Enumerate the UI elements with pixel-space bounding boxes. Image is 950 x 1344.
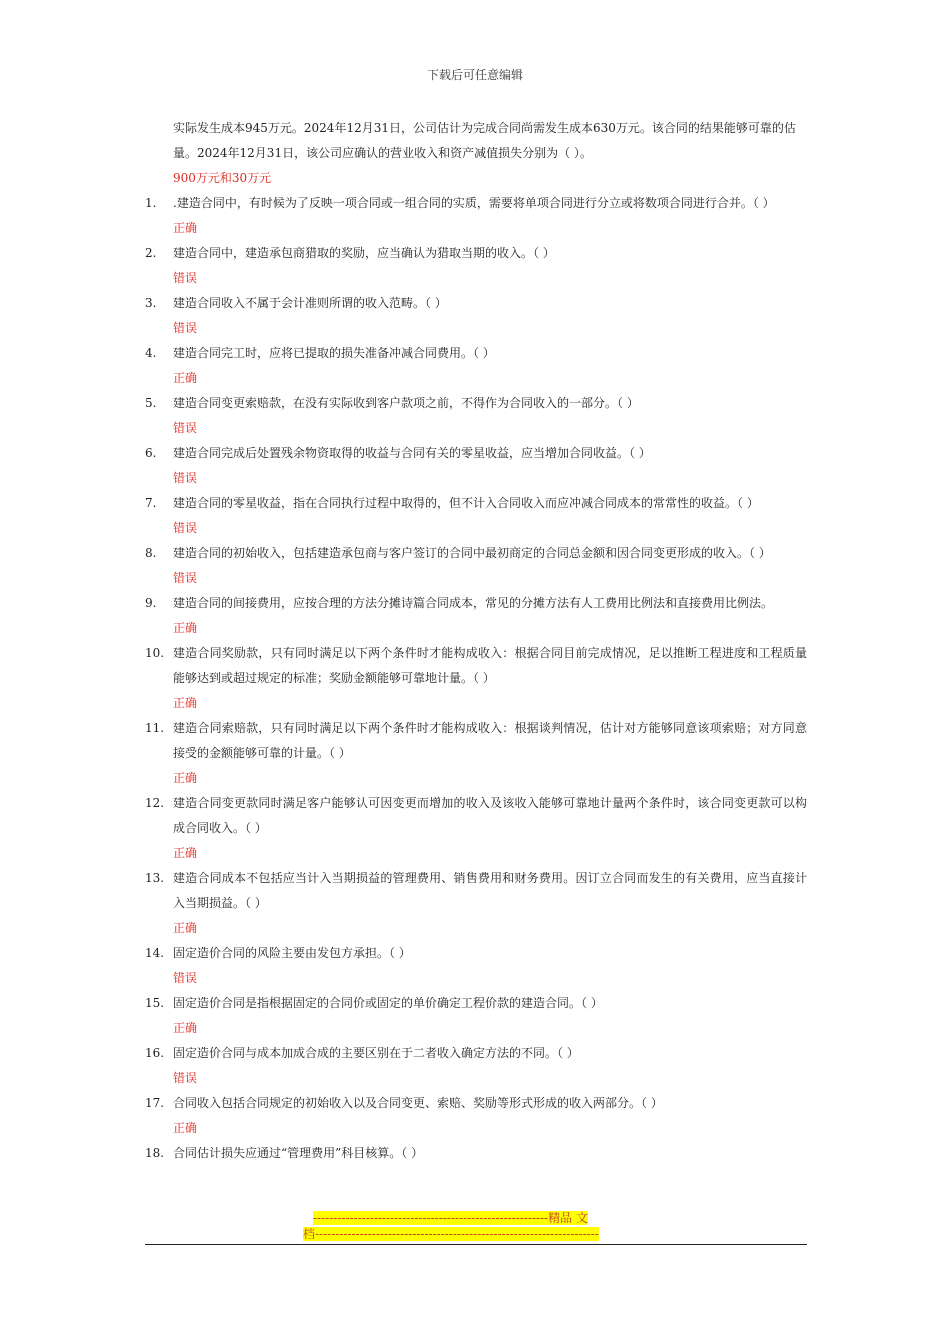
footer-highlight-1: ----------------------------------------------------------精品 文 — [313, 1211, 588, 1225]
question-text: 建造合同索赔款，只有同时满足以下两个条件时才能构成收入：根据谈判情况，估计对方能够同意该项索赔；对方同意接受的金额能够可靠的计量。（ ） — [173, 721, 807, 760]
question-item — [145, 1041, 807, 1066]
document-body — [145, 116, 807, 1166]
question-item — [145, 641, 807, 691]
question-list — [145, 191, 807, 1166]
question-item — [145, 241, 807, 266]
question-answer: 错误 — [173, 321, 198, 335]
question-item — [145, 191, 807, 216]
question-number: 4. — [145, 346, 157, 360]
question-item — [145, 941, 807, 966]
question-answer: 正确 — [173, 621, 198, 635]
question-text: 建造合同完工时，应将已提取的损失准备冲减合同费用。（ ） — [173, 346, 495, 360]
question-answer: 错误 — [173, 471, 198, 485]
question-text: .建造合同中，有时候为了反映一项合同或一组合同的实质，需要将单项合同进行分立或将数项合同进行合并。（ ） — [173, 196, 775, 210]
question-answer: 错误 — [173, 1071, 198, 1085]
question-number: 6. — [145, 446, 157, 460]
question-text: 固定造价合同的风险主要由发包方承担。（ ） — [173, 946, 411, 960]
intro-text: 实际发生成本945万元。2024年12月31日，公司估计为完成合同尚需发生成本630万元。该合同的结果能够可靠的估量。2024年12月31日，该公司应确认的营业收入和资产减值损失分别为（ ）。 — [173, 121, 796, 160]
question-answer: 正确 — [173, 696, 198, 710]
question-answer: 正确 — [173, 846, 198, 860]
intro-answer: 900万元和30万元 — [173, 171, 272, 185]
question-item — [145, 341, 807, 366]
question-answer: 正确 — [173, 1121, 198, 1135]
question-number: 9. — [145, 596, 157, 610]
question-item — [145, 491, 807, 516]
question-text: 建造合同变更索赔款，在没有实际收到客户款项之前，不得作为合同收入的一部分。（ ） — [173, 396, 639, 410]
question-number: 10. — [145, 646, 165, 660]
question-item — [145, 991, 807, 1016]
question-answer: 正确 — [173, 371, 198, 385]
footer-watermark-line-1 — [0, 1210, 950, 1226]
question-answer: 错误 — [173, 271, 198, 285]
question-number: 16. — [145, 1046, 165, 1060]
question-item — [145, 1091, 807, 1116]
question-answer: 正确 — [173, 1021, 198, 1035]
question-answer: 正确 — [173, 771, 198, 785]
question-item — [145, 441, 807, 466]
question-item — [145, 1141, 807, 1166]
question-number: 18. — [145, 1146, 165, 1160]
question-text: 建造合同的零星收益，指在合同执行过程中取得的，但不计入合同收入而应冲减合同成本的常常性的收益。（ ） — [173, 496, 759, 510]
question-text: 固定造价合同与成本加成合成的主要区别在于二者收入确定方法的不同。（ ） — [173, 1046, 579, 1060]
question-number: 7. — [145, 496, 157, 510]
question-answer: 错误 — [173, 571, 198, 585]
question-answer: 错误 — [173, 421, 198, 435]
question-text: 建造合同成本不包括应当计入当期损益的管理费用、销售费用和财务费用。因订立合同而发生的有关费用，应当直接计入当期损益。（ ） — [173, 871, 807, 910]
question-item — [145, 791, 807, 841]
question-number: 11. — [145, 721, 165, 735]
question-text: 建造合同的间接费用，应按合理的方法分摊诗篇合同成本，常见的分摊方法有人工费用比例法和直接费用比例法。 — [173, 596, 774, 610]
question-answer: 错误 — [173, 521, 198, 535]
question-item — [145, 541, 807, 566]
question-item — [145, 291, 807, 316]
question-number: 2. — [145, 246, 157, 260]
page-header: 下载后可任意编辑 — [426, 68, 523, 82]
question-item — [145, 866, 807, 916]
question-text: 固定造价合同是指根据固定的合同价或固定的单价确定工程价款的建造合同。（ ） — [173, 996, 603, 1010]
question-text: 建造合同中，建造承包商猎取的奖励，应当确认为猎取当期的收入。（ ） — [173, 246, 555, 260]
question-number: 5. — [145, 396, 157, 410]
question-text: 合同估计损失应通过“管理费用”科目核算。（ ） — [173, 1146, 424, 1160]
footer-watermark-line-2 — [0, 1226, 950, 1242]
question-number: 13. — [145, 871, 165, 885]
question-number: 15. — [145, 996, 165, 1010]
question-text: 合同收入包括合同规定的初始收入以及合同变更、索赔、奖励等形式形成的收入两部分。（ ） — [173, 1096, 663, 1110]
question-number: 17. — [145, 1096, 165, 1110]
question-answer: 正确 — [173, 921, 198, 935]
question-number: 14. — [145, 946, 165, 960]
footer-highlight-2: 档---------------------------------------------------------------------- — [303, 1227, 599, 1241]
question-item — [145, 391, 807, 416]
question-item — [145, 716, 807, 766]
footer-rule — [145, 1244, 807, 1245]
question-item — [145, 591, 807, 616]
question-number: 3. — [145, 296, 157, 310]
question-text: 建造合同变更款同时满足客户能够认可因变更而增加的收入及该收入能够可靠地计量两个条件时，该合同变更款可以构成合同收入。（ ） — [173, 796, 807, 835]
question-answer: 正确 — [173, 221, 198, 235]
question-number: 8. — [145, 546, 157, 560]
question-number: 12. — [145, 796, 165, 810]
question-text: 建造合同的初始收入，包括建造承包商与客户签订的合同中最初商定的合同总金额和因合同变更形成的收入。（ ） — [173, 546, 771, 560]
question-text: 建造合同奖励款，只有同时满足以下两个条件时才能构成收入：根据合同目前完成情况，足以推断工程进度和工程质量能够达到或超过规定的标准；奖励金额能够可靠地计量。（ ） — [173, 646, 807, 685]
question-answer: 错误 — [173, 971, 198, 985]
question-text: 建造合同完成后处置残余物资取得的收益与合同有关的零星收益，应当增加合同收益。（ ） — [173, 446, 651, 460]
question-number: 1. — [145, 196, 157, 210]
question-text: 建造合同收入不属于会计准则所谓的收入范畴。（ ） — [173, 296, 447, 310]
